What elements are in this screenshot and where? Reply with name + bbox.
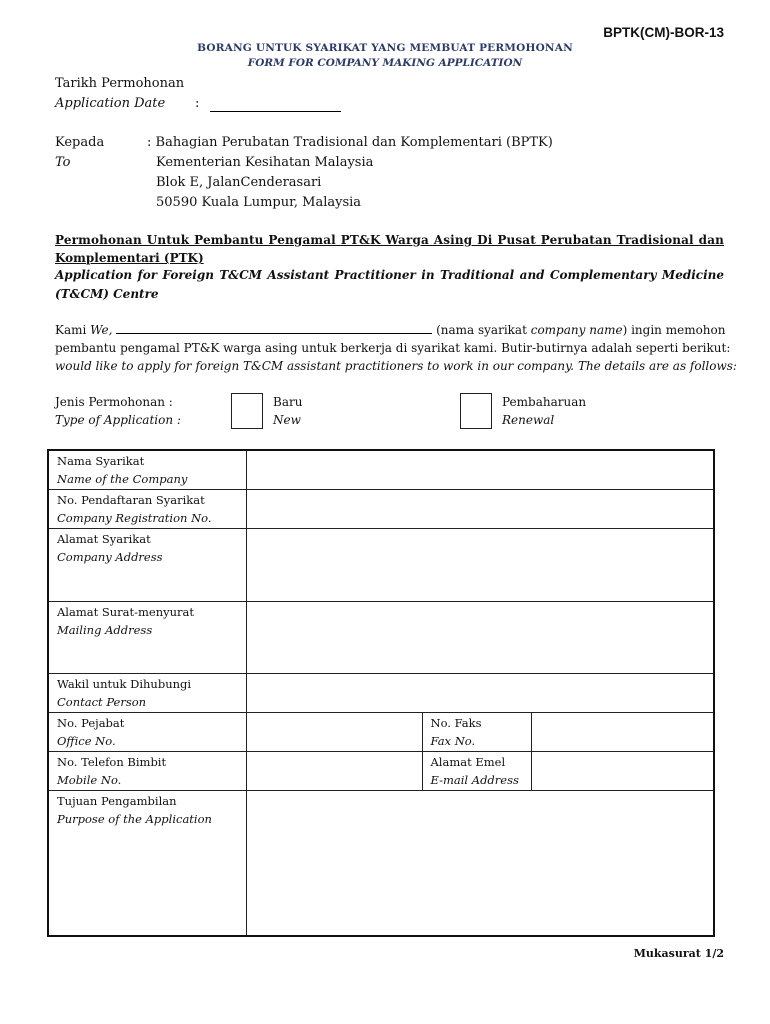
contact-person-label-en: Contact Person [57,695,147,709]
table-row [48,674,714,713]
subject-en-line-2: (T&CM) Centre [55,287,159,301]
contact-person-label-ms: Wakil untuk Dihubungi [57,677,192,691]
application-date-colon: : [195,96,200,111]
registration-no-label [48,490,246,529]
subject-ms-line-1: Permohonan Untuk Pembantu Pengamal PT&K Warga Asing Di Pusat Perubatan Tradisional dan [55,233,724,247]
email-label [422,752,531,791]
registration-no-label-en: Company Registration No. [57,511,212,525]
mobile-no-field[interactable] [246,752,422,791]
application-type-label-ms: Jenis Permohonan : [55,395,173,409]
fax-no-field[interactable] [531,713,714,752]
intro-line-2: pembantu pengamal PT&K warga asing untuk berkerja di syarikat kami. Butir-butirnya adalah seperti berikut: [55,341,731,355]
mailing-address-label-ms: Alamat Surat-menyurat [57,605,195,619]
mailing-address-label [48,602,246,674]
mobile-no-label-en: Mobile No. [57,773,122,787]
company-name-field[interactable] [246,450,714,490]
purpose-label-ms: Tujuan Pengambilan [57,794,177,808]
table-row [48,752,714,791]
recipient-label-ms: Kepada [55,135,105,150]
form-title-ms: BORANG UNTUK SYARIKAT YANG MEMBUAT PERMOHONAN [197,42,573,54]
option-renewal-en: Renewal [502,413,555,427]
application-date-label-ms: Tarikh Permohonan [55,76,185,91]
application-date-field[interactable] [210,99,341,112]
intro-we: We, [90,323,113,337]
application-type-label-en: Type of Application : [55,413,181,427]
fax-no-label-ms: No. Faks [430,716,482,730]
fax-no-label [422,713,531,752]
office-no-label [48,713,246,752]
table-row [48,713,714,752]
email-field[interactable] [531,752,714,791]
intro-paren-close: ) ingin memohon [622,323,726,337]
contact-person-field[interactable] [246,674,714,713]
subject-en-line-1: Application for Foreign T&CM Assistant Practitioner in Traditional and Complementary Medicine [55,268,724,282]
fax-no-label-en: Fax No. [430,734,476,748]
table-row [48,602,714,674]
company-address-label [48,529,246,602]
intro-company-name: company name [530,323,623,337]
company-address-label-ms: Alamat Syarikat [57,532,151,546]
table-row [48,791,714,936]
form-code: BPTK(CM)-BOR-13 [603,25,724,40]
mailing-address-label-en: Mailing Address [57,623,153,637]
option-renewal-ms: Pembaharuan [502,395,587,409]
purpose-label-en: Purpose of the Application [57,812,212,826]
application-date-label-en: Application Date [55,96,166,111]
registration-no-field[interactable] [246,490,714,529]
intro-paren-open: (nama syarikat [432,323,531,337]
new-application-checkbox[interactable] [231,393,263,429]
company-address-label-en: Company Address [57,550,163,564]
table-row [48,490,714,529]
recipient-line-3: Blok E, JalanCenderasari [156,175,322,190]
intro-kami: Kami [55,323,91,337]
table-row [48,529,714,602]
purpose-field[interactable] [246,791,714,936]
company-name-label [48,450,246,490]
option-new-ms: Baru [273,395,303,409]
registration-no-label-ms: No. Pendaftaran Syarikat [57,493,205,507]
contact-person-label [48,674,246,713]
company-address-field[interactable] [246,529,714,602]
company-name-label-ms: Nama Syarikat [57,454,145,468]
office-no-label-en: Office No. [57,734,116,748]
recipient-line-1: : Bahagian Perubatan Tradisional dan Komplementari (BPTK) [147,135,553,150]
mailing-address-field[interactable] [246,602,714,674]
subject-ms-line-2: Komplementari (PTK) [55,251,204,265]
office-no-field[interactable] [246,713,422,752]
intro-line-3: would like to apply for foreign T&CM assistant practitioners to work in our company. The details are as follows: [55,359,737,373]
intro-line-1 [55,321,725,339]
email-label-ms: Alamat Emel [430,755,506,769]
mobile-no-label-ms: No. Telefon Bimbit [57,755,167,769]
company-name-blank[interactable] [116,321,432,334]
form-title-en: FORM FOR COMPANY MAKING APPLICATION [247,57,523,69]
recipient-label-en: To [55,155,71,170]
recipient-line-2: Kementerian Kesihatan Malaysia [156,155,374,170]
company-details-table [47,449,715,937]
office-no-label-ms: No. Pejabat [57,716,125,730]
company-name-label-en: Name of the Company [57,472,188,486]
recipient-line-4: 50590 Kuala Lumpur, Malaysia [156,195,362,210]
renewal-application-checkbox[interactable] [460,393,492,429]
purpose-label [48,791,246,936]
table-row [48,450,714,490]
mobile-no-label [48,752,246,791]
email-label-en: E-mail Address [430,773,519,787]
page-number: Mukasurat 1/2 [633,947,724,960]
option-new-en: New [273,413,301,427]
